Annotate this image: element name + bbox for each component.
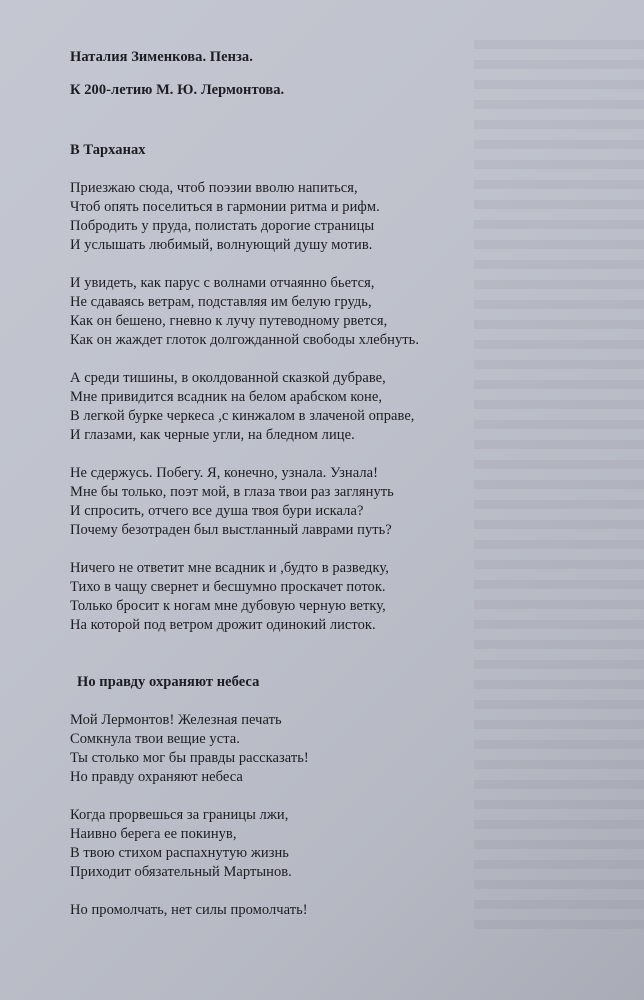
poem-line: Почему безотраден был выстланный лаврами путь?	[70, 522, 392, 538]
poem-line: И услышать любимый, волнующий душу мотив.	[70, 237, 373, 253]
poem-line: Но правду охраняют небеса	[70, 769, 243, 785]
poem-line: Приезжаю сюда, чтоб поэзии вволю напиться,	[70, 180, 358, 196]
poem-line: Только бросит к ногам мне дубовую черную ветку,	[70, 598, 386, 614]
poem-line: Тихо в чащу свернет и бесшумно проскачет поток.	[70, 579, 386, 595]
poem-line: На которой под ветром дрожит одинокий листок.	[70, 617, 376, 633]
poem-line: А среди тишины, в околдованной сказкой дубраве,	[70, 370, 386, 386]
poem-1-stanza-2	[70, 274, 490, 350]
poem-line: И спросить, отчего все душа твоя бури искала?	[70, 503, 364, 519]
dedication-line: К 200-летию М. Ю. Лермонтова.	[70, 82, 285, 98]
poem-line: В твою стихом распахнутую жизнь	[70, 845, 289, 861]
poem-line: И глазами, как черные угли, на бледном лице.	[70, 427, 355, 443]
poem-line: Сомкнула твои вещие уста.	[70, 731, 240, 747]
poem-line: Мне привидится всадник на белом арабском коне,	[70, 389, 382, 405]
poem-line: Наивно берега ее покинув,	[70, 826, 237, 842]
poem-line: Мой Лермонтов! Железная печать	[70, 712, 282, 728]
poem-2-stanza-2	[70, 806, 490, 882]
show-through-text	[474, 40, 644, 940]
poem-1-stanza-4	[70, 464, 490, 540]
poem-line: Не сдаваясь ветрам, подставляя им белую грудь,	[70, 294, 372, 310]
poem-line: Но промолчать, нет силы промолчать!	[70, 902, 308, 918]
poem-line: И увидеть, как парус с волнами отчаянно бьется,	[70, 275, 375, 291]
poem-1-title: В Тарханах	[70, 142, 146, 158]
poem-line: Приходит обязательный Мартынов.	[70, 864, 292, 880]
poem-line: Не сдержусь. Побегу. Я, конечно, узнала. Узнала!	[70, 465, 378, 481]
poem-line: Ничего не ответит мне всадник и ,будто в разведку,	[70, 560, 389, 576]
poem-1-stanza-3	[70, 369, 490, 445]
poem-1-stanza-5	[70, 559, 490, 635]
poem-line: Как он бешено, гневно к лучу путеводному рвется,	[70, 313, 388, 329]
poem-line: Как он жаждет глоток долгожданной свободы хлебнуть.	[70, 332, 419, 348]
poem-2-stanza-1	[70, 711, 490, 787]
poem-line: Побродить у пруда, полистать дорогие страницы	[70, 218, 375, 234]
poem-line: В легкой бурке черкеса ,с кинжалом в злаченой оправе,	[70, 408, 415, 424]
document-content	[70, 48, 490, 920]
poem-1-stanza-1	[70, 179, 490, 255]
poem-2-stanza-3	[70, 901, 490, 920]
poem-line: Мне бы только, поэт мой, в глаза твои раз заглянуть	[70, 484, 394, 500]
poem-line: Ты столько мог бы правды рассказать!	[70, 750, 309, 766]
poem-line: Когда прорвешься за границы лжи,	[70, 807, 289, 823]
poem-2-title: Но правду охраняют небеса	[77, 674, 260, 690]
author-line: Наталия Зименкова. Пенза.	[70, 49, 253, 65]
poem-line: Чтоб опять поселиться в гармонии ритма и рифм.	[70, 199, 380, 215]
